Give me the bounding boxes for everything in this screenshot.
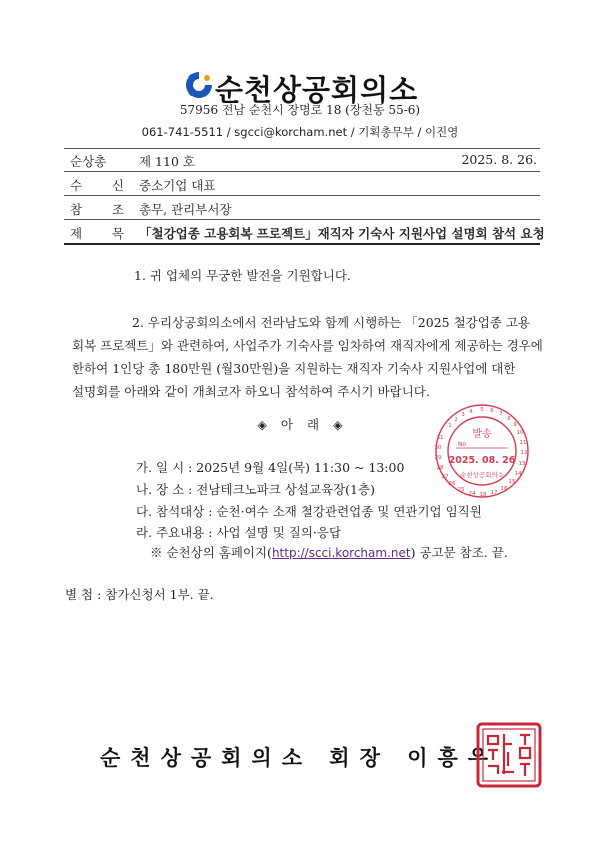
svg-text:10: 10 <box>516 430 524 436</box>
paragraph-2-line: 2. 우리상공회의소에서 전라남도와 함께 시행하는 「2025 철강업종 고용 <box>132 315 531 330</box>
svg-text:18: 18 <box>479 492 487 498</box>
svg-text:12: 12 <box>520 450 528 456</box>
homepage-note <box>150 543 508 561</box>
item-content: 라. 주요내용 : 사업 설명 및 질의·응답 <box>136 525 342 540</box>
svg-text:1: 1 <box>448 423 452 429</box>
paragraph-2-line: 설명회를 아래와 같이 개최코자 하오니 참석하여 주시기 바랍니다. <box>72 384 430 399</box>
stamp-no-label: No <box>458 441 467 448</box>
doc-no-label <box>70 152 124 170</box>
subject-label: 제 목 <box>70 226 124 241</box>
svg-text:13: 13 <box>518 461 526 467</box>
stamp-org: 순천상공회의소 <box>460 471 504 479</box>
paragraph-2-line: 회복 프로젝트」와 관련하여, 사업주가 기숙사를 임차하여 재직자에게 제공하는 경우에 <box>72 338 543 353</box>
svg-text:25: 25 <box>457 487 465 493</box>
svg-text:14: 14 <box>514 471 522 477</box>
svg-text:26: 26 <box>448 481 456 487</box>
recipient-label: 수 신 <box>70 178 124 193</box>
received-stamp <box>420 393 545 501</box>
svg-text:28: 28 <box>436 465 444 471</box>
doc-no: 제 110 호 <box>139 154 195 169</box>
svg-text:27: 27 <box>441 474 449 480</box>
svg-text:3: 3 <box>461 412 465 418</box>
item-attendees: 다. 참석대상 : 순천·여수 소재 철강관련업종 및 연관기업 임직원 <box>136 504 482 519</box>
doc-no-label-text: 순상총 <box>70 154 107 169</box>
official-seal-icon <box>476 722 542 788</box>
svg-text:16: 16 <box>500 486 508 492</box>
homepage-note-suffix: ) 공고문 참조. 끝. <box>410 545 508 560</box>
stamp-date: 2025. 08. 26 <box>448 455 516 466</box>
attachment: 별 첨 : 참가신청서 1부. 끝. <box>65 587 214 602</box>
svg-text:2: 2 <box>454 417 458 423</box>
divider <box>64 171 540 172</box>
reference: 총무, 관리부서장 <box>139 202 232 217</box>
svg-text:4: 4 <box>469 409 473 415</box>
svg-text:24: 24 <box>468 491 476 497</box>
stamp-label: 발송 <box>472 429 492 440</box>
subject: 「철강업종 고용회복 프로젝트」재직자 기숙사 지원사업 설명회 참석 요청 <box>139 226 545 241</box>
svg-text:31: 31 <box>436 435 444 441</box>
paragraph-1: 1. 귀 업체의 무궁한 발전을 기원합니다. <box>134 268 351 283</box>
org-contact: 061-741-5511 / sgcci@korcham.net / 기획총무부 / 이진영 <box>141 125 459 139</box>
svg-text:9: 9 <box>513 422 517 428</box>
svg-text:29: 29 <box>434 455 442 461</box>
recipient: 중소기업 대표 <box>139 178 216 193</box>
reference-label: 참 조 <box>70 202 124 217</box>
item-datetime: 가. 일 시 : 2025년 9월 4일(목) 11:30 ~ 13:00 <box>136 460 405 475</box>
notice-title: ◈ 아 래 ◈ <box>257 417 343 432</box>
paragraph-2-line: 한하여 1인당 총 180만원 (월30만원)을 지원하는 재직자 기숙사 지원사업에 대한 <box>72 361 516 376</box>
svg-text:17: 17 <box>490 490 498 496</box>
paragraph-2 <box>72 311 543 403</box>
svg-text:11: 11 <box>519 440 527 446</box>
divider <box>64 195 540 196</box>
item-place: 나. 장 소 : 전남테크노파크 상설교육장(1층) <box>136 482 375 497</box>
chamber-logo-icon <box>183 69 215 101</box>
divider <box>64 148 540 149</box>
svg-text:15: 15 <box>508 479 516 485</box>
divider <box>64 219 540 220</box>
divider-thick <box>64 243 540 245</box>
svg-text:30: 30 <box>434 445 442 451</box>
homepage-note-prefix: ※ 순천상의 홈페이지( <box>150 545 272 560</box>
org-name-logo: 순천상공회의소 <box>215 73 419 107</box>
svg-text:6: 6 <box>490 408 494 414</box>
org-address: 57956 전남 순천시 장명로 18 (장천동 55-6) <box>179 103 421 117</box>
doc-date: 2025. 8. 26. <box>461 152 537 167</box>
svg-text:8: 8 <box>507 416 511 422</box>
homepage-link[interactable]: http://scci.korcham.net <box>271 546 411 560</box>
signature: 순천상공회의소 회장 이흥우 <box>100 746 499 770</box>
svg-text:7: 7 <box>499 411 503 417</box>
svg-text:5: 5 <box>480 407 484 413</box>
